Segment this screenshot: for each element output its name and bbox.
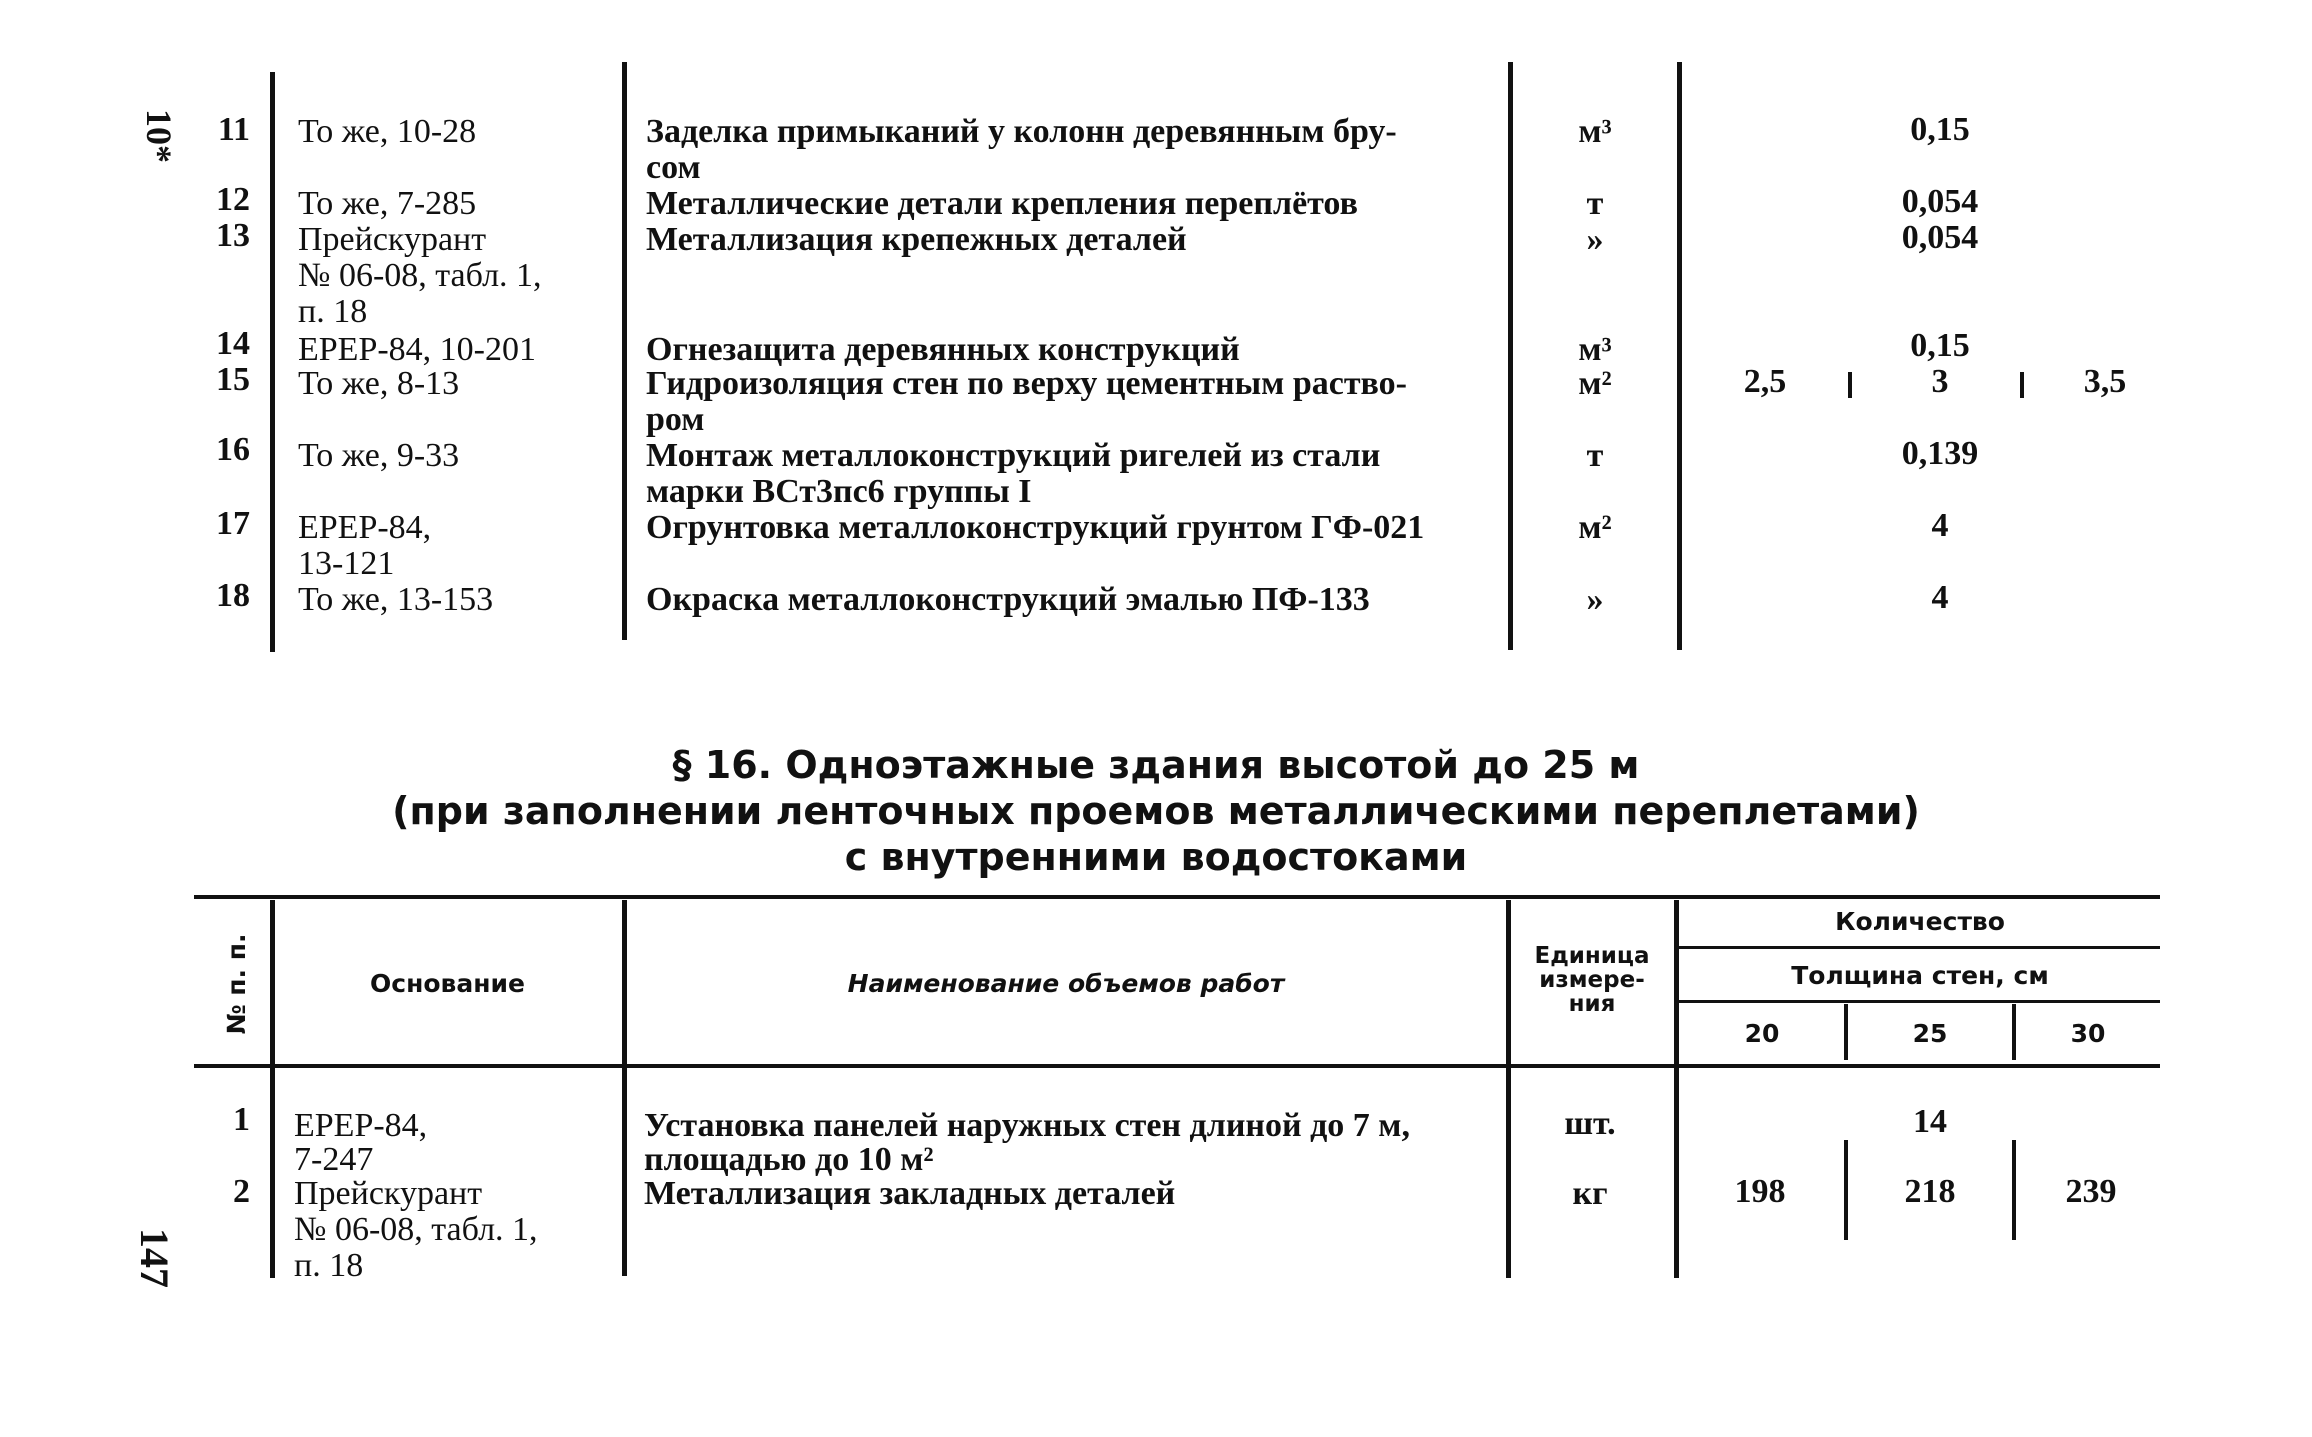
row-basis: То же, 13-153 <box>298 581 494 618</box>
page-number: 147 <box>132 1228 177 1288</box>
row-number: 18 <box>216 577 250 614</box>
row-quantity-25: 218 <box>1904 1173 1956 1210</box>
row-name: Установка панелей наружных стен длиной до 7 м, <box>644 1107 1410 1144</box>
row-basis: ЕРЕР-84, 10-201 <box>298 331 536 368</box>
header-col-25: 25 <box>1912 1019 1948 1048</box>
col-divider <box>270 900 275 1278</box>
row-basis: То же, 10-28 <box>298 113 477 150</box>
header-rule <box>1677 1000 2160 1003</box>
row-basis: Прейскурант <box>294 1175 483 1212</box>
row-quantity: 4 <box>1931 507 1949 544</box>
row-unit: » <box>1586 221 1604 258</box>
row-name: марки ВСт3пс6 группы I <box>646 473 1032 510</box>
row-name: площадью до 10 м² <box>644 1141 934 1178</box>
row-quantity-20: 198 <box>1734 1173 1786 1210</box>
row-number: 13 <box>216 217 250 254</box>
header-col-20: 20 <box>1744 1019 1780 1048</box>
value-separator <box>1848 372 1852 398</box>
header-basis: Основание <box>370 969 525 998</box>
row-basis: ЕРЕР-84, <box>298 509 432 546</box>
header-unit: измере- <box>1539 967 1645 993</box>
row-name: Металлические детали крепления переплётов <box>646 185 1358 222</box>
header-col-30: 30 <box>2070 1019 2106 1048</box>
row-unit: т <box>1586 185 1604 222</box>
header-bottom-rule <box>194 1064 2160 1068</box>
row-number: 1 <box>233 1101 250 1138</box>
row-name: Монтаж металлоконструкций ригелей из стали <box>646 437 1381 474</box>
row-number: 15 <box>216 361 250 398</box>
header-unit: Единица <box>1534 943 1650 969</box>
row-basis: Прейскурант <box>298 221 487 258</box>
row-number: 11 <box>217 111 250 148</box>
row-basis: То же, 7-285 <box>298 185 477 222</box>
row-unit: м² <box>1578 365 1612 402</box>
row-basis: То же, 9-33 <box>298 437 460 474</box>
row-quantity: 0,15 <box>1910 111 1970 148</box>
row-quantity-30: 239 <box>2065 1173 2117 1210</box>
row-unit: кг <box>1572 1175 1608 1212</box>
row-name: Металлизация крепежных деталей <box>646 221 1187 258</box>
row-basis: То же, 8-13 <box>298 365 460 402</box>
row-number: 16 <box>216 431 250 468</box>
row-quantity: 0,054 <box>1901 219 1979 256</box>
row-quantity-25: 3 <box>1931 363 1949 400</box>
section-title-line: (при заполнении ленточных проемов металлическими переплетами) <box>392 789 1920 833</box>
row-number: 17 <box>216 505 250 542</box>
row-quantity: 14 <box>1913 1103 1947 1140</box>
row-name: ром <box>646 401 705 438</box>
row-unit: м³ <box>1578 331 1612 368</box>
row-quantity-30: 3,5 <box>2083 363 2127 400</box>
col-divider <box>1674 900 1679 1278</box>
header-unit: ния <box>1568 991 1616 1017</box>
row-name: Гидроизоляция стен по верху цементным раство- <box>646 365 1407 402</box>
row-basis: п. 18 <box>294 1247 364 1284</box>
row-unit: » <box>1586 581 1604 618</box>
value-separator <box>1844 1140 1848 1240</box>
row-number: 2 <box>233 1173 250 1210</box>
page-mark-top: 10* <box>139 109 179 163</box>
row-basis: № 06-08, табл. 1, <box>298 257 542 294</box>
header-no: № п. п. <box>222 933 251 1035</box>
section-title-line: § 16. Одноэтажные здания высотой до 25 м <box>672 743 1640 787</box>
row-basis: ЕРЕР-84, <box>294 1107 428 1144</box>
row-name: Огрунтовка металлоконструкций грунтом ГФ-021 <box>646 509 1425 546</box>
row-basis: п. 18 <box>298 293 368 330</box>
col-divider <box>1508 62 1513 650</box>
row-name: Заделка примыканий у колонн деревянным бру- <box>646 113 1397 150</box>
row-quantity: 0,054 <box>1901 183 1979 220</box>
col-divider <box>622 62 627 640</box>
row-quantity: 0,15 <box>1910 327 1970 364</box>
row-basis: 7-247 <box>294 1141 374 1178</box>
row-basis: № 06-08, табл. 1, <box>294 1211 538 1248</box>
row-name: Металлизация закладных деталей <box>644 1175 1176 1212</box>
table-top-rule <box>194 895 2160 899</box>
value-separator <box>2020 372 2024 398</box>
row-unit: м³ <box>1578 113 1612 150</box>
value-separator <box>2012 1140 2016 1240</box>
row-name: сом <box>646 149 701 186</box>
row-basis: 13-121 <box>298 545 395 582</box>
col-divider <box>1677 62 1682 650</box>
row-name: Окраска металлоконструкций эмалью ПФ-133 <box>646 581 1370 618</box>
col-divider <box>622 900 627 1276</box>
header-quantity: Количество <box>1835 907 2005 936</box>
header-name: Наименование объемов работ <box>847 969 1285 998</box>
row-quantity: 4 <box>1931 579 1949 616</box>
row-unit: м² <box>1578 509 1612 546</box>
header-rule <box>1677 946 2160 949</box>
row-quantity-20: 2,5 <box>1743 363 1787 400</box>
col-divider <box>270 72 275 652</box>
row-unit: т <box>1586 437 1604 474</box>
row-name: Огнезащита деревянных конструкций <box>646 331 1240 368</box>
row-quantity: 0,139 <box>1901 435 1979 472</box>
row-unit: шт. <box>1564 1105 1616 1142</box>
header-thickness: Толщина стен, см <box>1791 961 2049 990</box>
section-title-line: с внутренними водостоками <box>844 835 1468 879</box>
row-number: 14 <box>216 325 250 362</box>
row-number: 12 <box>216 181 250 218</box>
